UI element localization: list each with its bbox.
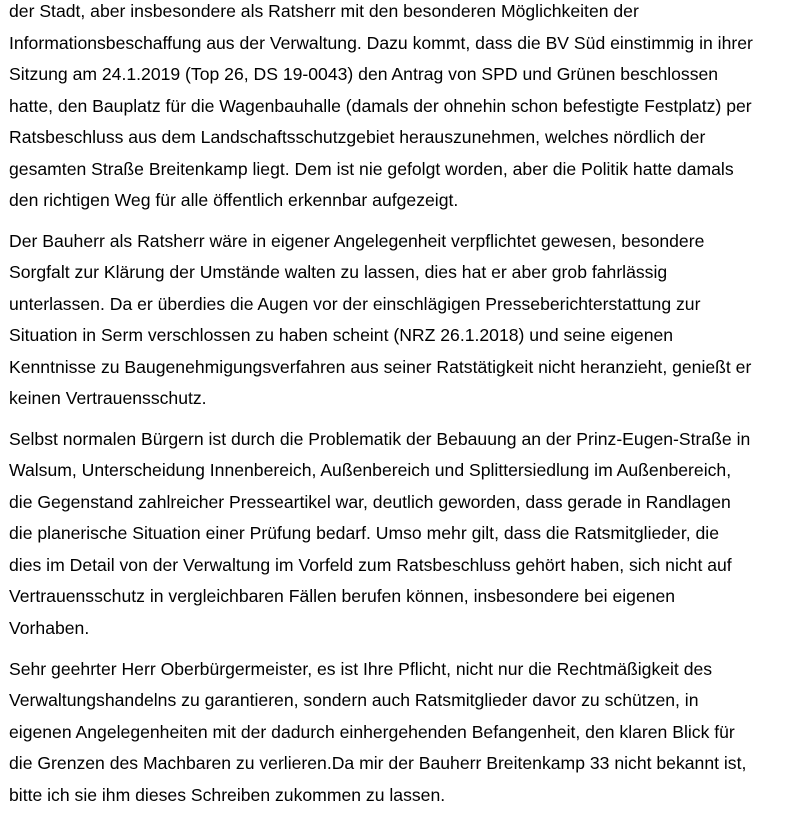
text-line: Vorhaben. — [9, 618, 90, 638]
text-line: Selbst normalen Bürgern ist durch die Problematik der Bebauung an der Prinz-Eugen-Straße in — [9, 429, 751, 449]
text-line: Situation in Serm verschlossen zu haben scheint (NRZ 26.1.2018) und seine eigenen — [9, 325, 674, 345]
text-line: der Stadt, aber insbesondere als Ratsherr mit den besonderen Möglichkeiten der — [9, 1, 639, 21]
text-line: dies im Detail von der Verwaltung im Vorfeld zum Ratsbeschluss gehört haben, sich nicht auf — [9, 555, 732, 575]
text-line: eigenen Angelegenheiten mit der dadurch einhergehenden Befangenheit, den klaren Blick für — [9, 722, 735, 742]
text-line: Sehr geehrter Herr Oberbürgermeister, es ist Ihre Pflicht, nicht nur die Rechtmäßigkeit des — [9, 659, 713, 679]
text-line: die Gegenstand zahlreicher Presseartikel war, deutlich geworden, dass gerade in Randlagen — [9, 492, 731, 512]
text-line: Ratsbeschluss aus dem Landschaftsschutzgebiet herauszunehmen, welches nördlich der — [9, 127, 706, 147]
text-line: Sitzung am 24.1.2019 (Top 26, DS 19-0043) den Antrag von SPD und Grünen beschlossen — [9, 64, 719, 84]
text-line: keinen Vertrauensschutz. — [9, 388, 207, 408]
text-line: Vertrauensschutz in vergleichbaren Fällen berufen können, insbesondere bei eigenen — [9, 586, 676, 606]
text-line: Walsum, Unterscheidung Innenbereich, Außenbereich und Splittersiedlung im Außenbereich, — [9, 460, 732, 480]
text-line: die Grenzen des Machbaren zu verlieren.Da mir der Bauherr Breitenkamp 33 nicht bekannt ist, — [9, 753, 747, 773]
text-line: Informationsbeschaffung aus der Verwaltung. Dazu kommt, dass die BV Süd einstimmig in ihrer — [9, 33, 753, 53]
text-line: Kenntnisse zu Baugenehmigungsverfahren aus seiner Ratstätigkeit nicht heranzieht, genießt er — [9, 357, 752, 377]
text-line: hatte, den Bauplatz für die Wagenbauhalle (damals der ohnehin schon befestigte Festplatz) per — [9, 96, 752, 116]
text-line: den richtigen Weg für alle öffentlich erkennbar aufgezeigt. — [9, 190, 459, 210]
text-line: Der Bauherr als Ratsherr wäre in eigener Angelegenheit verpflichtet gewesen, besondere — [9, 231, 705, 251]
text-line: gesamten Straße Breitenkamp liegt. Dem ist nie gefolgt worden, aber die Politik hatte damals — [9, 159, 734, 179]
text-line: Verwaltungshandelns zu garantieren, sondern auch Ratsmitglieder davor zu schützen, in — [9, 690, 699, 710]
text-line: Sorgfalt zur Klärung der Umstände walten zu lassen, dies hat er aber grob fahrlässig — [9, 262, 668, 282]
text-line: unterlassen. Da er überdies die Augen vor der einschlägigen Presseberichterstattung zur — [9, 294, 701, 314]
text-line: bitte ich sie ihm dieses Schreiben zukommen zu lassen. — [9, 785, 446, 805]
text-line: die planerische Situation einer Prüfung bedarf. Umso mehr gilt, dass die Ratsmitglieder, die — [9, 523, 719, 543]
